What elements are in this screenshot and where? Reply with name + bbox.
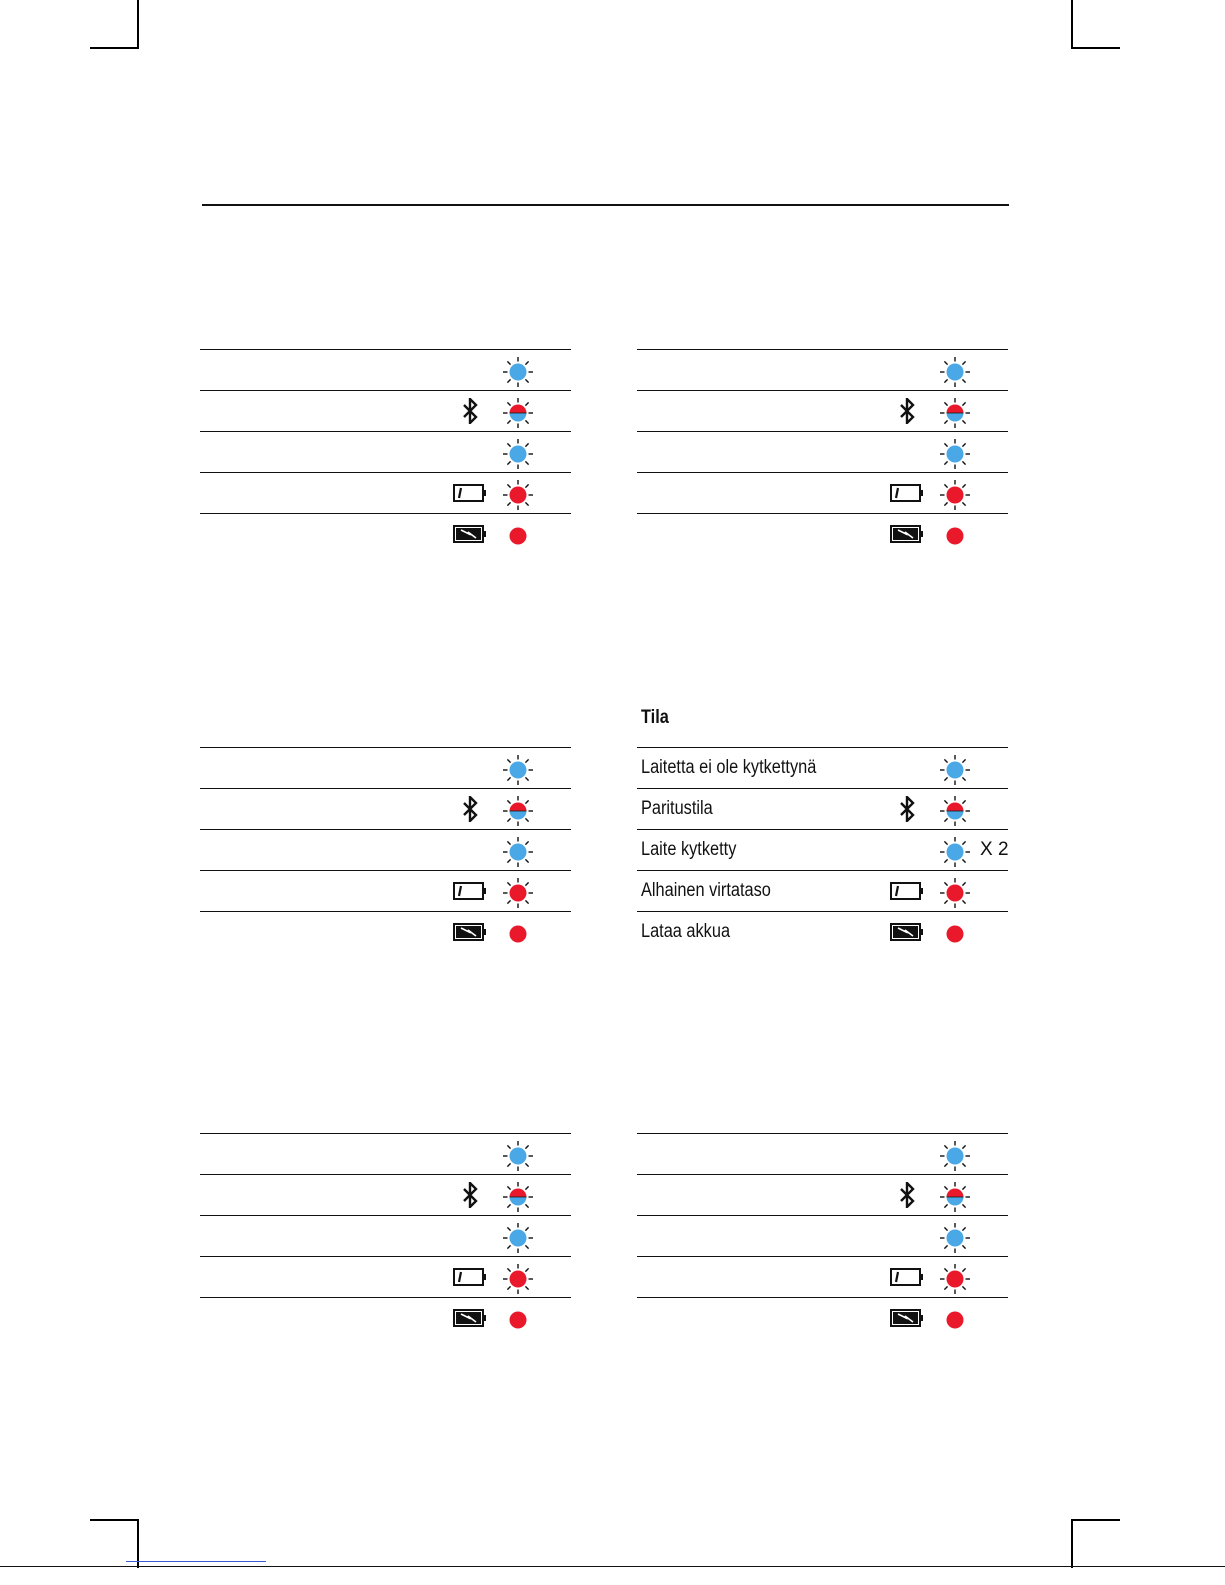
bluetooth-icon <box>889 1182 925 1208</box>
status-label: Laitetta ei ole kytkettynä <box>641 757 817 778</box>
status-row <box>200 1297 571 1338</box>
led-solid-red-icon <box>937 916 973 952</box>
bluetooth-icon <box>889 796 925 822</box>
bluetooth-icon <box>452 398 488 424</box>
led-blink-red-icon <box>937 477 973 513</box>
led-blink-red-blue-icon <box>500 793 536 829</box>
status-row <box>637 747 1008 788</box>
led-blink-blue-icon <box>500 834 536 870</box>
status-label: Laite kytketty <box>641 839 737 860</box>
battery-low-icon <box>452 1264 488 1290</box>
led-solid-red-icon <box>500 1302 536 1338</box>
battery-low-icon <box>452 480 488 506</box>
status-row <box>200 472 571 513</box>
bluetooth-icon <box>452 796 488 822</box>
status-row <box>637 349 1008 390</box>
led-solid-red-icon <box>500 518 536 554</box>
status-row <box>200 513 571 554</box>
battery-low-icon <box>452 878 488 904</box>
led-blink-blue-icon <box>500 436 536 472</box>
crop-mark-bottom-right <box>1071 1520 1073 1568</box>
led-blink-red-icon <box>500 1261 536 1297</box>
battery-charging-icon <box>452 919 488 945</box>
battery-charging-icon <box>452 521 488 547</box>
crop-mark-top-right <box>1071 47 1120 49</box>
status-table <box>637 1133 1008 1338</box>
led-blink-red-icon <box>500 875 536 911</box>
status-row <box>200 1133 571 1174</box>
led-blink-blue-icon <box>500 752 536 788</box>
status-row <box>637 1256 1008 1297</box>
status-row <box>637 513 1008 554</box>
status-row <box>200 390 571 431</box>
battery-low-icon <box>889 878 925 904</box>
status-label: Paritustila <box>641 798 713 819</box>
status-row <box>200 349 571 390</box>
battery-charging-icon <box>889 919 925 945</box>
led-blink-blue-icon <box>937 1220 973 1256</box>
status-table <box>200 349 571 554</box>
battery-charging-icon <box>889 1305 925 1331</box>
header-rule <box>202 204 1009 206</box>
status-table <box>637 707 1009 952</box>
status-table <box>637 349 1008 554</box>
crop-mark-top-left <box>137 0 139 48</box>
led-solid-red-icon <box>500 916 536 952</box>
status-row <box>200 829 571 870</box>
status-row <box>200 1256 571 1297</box>
led-blink-blue-icon <box>500 1220 536 1256</box>
crop-mark-top-left <box>90 47 139 49</box>
status-row <box>200 788 571 829</box>
status-row <box>637 1215 1008 1256</box>
status-table <box>200 1133 571 1338</box>
battery-charging-icon <box>889 521 925 547</box>
status-row <box>637 870 1008 911</box>
footer-rule <box>0 1566 1225 1567</box>
status-row <box>637 431 1008 472</box>
status-row <box>200 1174 571 1215</box>
status-row <box>637 1174 1008 1215</box>
led-blink-red-icon <box>937 1261 973 1297</box>
led-blink-red-blue-icon <box>500 1179 536 1215</box>
led-solid-red-icon <box>937 1302 973 1338</box>
led-blink-red-icon <box>500 477 536 513</box>
led-blink-blue-icon <box>500 354 536 390</box>
status-label: Alhainen virtataso <box>641 880 771 901</box>
crop-mark-bottom-right <box>1071 1519 1120 1521</box>
led-blink-blue-icon <box>937 354 973 390</box>
bluetooth-icon <box>889 398 925 424</box>
battery-low-icon <box>889 1264 925 1290</box>
status-row <box>200 747 571 788</box>
led-blink-blue-icon <box>937 752 973 788</box>
status-row <box>200 870 571 911</box>
status-row <box>637 829 1008 870</box>
led-blink-blue-icon <box>937 1138 973 1174</box>
led-blink-red-blue-icon <box>937 793 973 829</box>
led-blink-blue-icon <box>500 1138 536 1174</box>
status-row <box>200 431 571 472</box>
led-blink-red-icon <box>937 875 973 911</box>
status-row <box>637 472 1008 513</box>
status-row <box>200 1215 571 1256</box>
status-row <box>200 911 571 952</box>
led-solid-red-icon <box>937 518 973 554</box>
led-blink-red-blue-icon <box>937 395 973 431</box>
led-blink-blue-icon <box>937 436 973 472</box>
status-row <box>637 390 1008 431</box>
repeat-count: X 2 <box>980 839 1009 860</box>
led-blink-red-blue-icon <box>937 1179 973 1215</box>
status-table <box>200 747 571 952</box>
bluetooth-icon <box>452 1182 488 1208</box>
battery-charging-icon <box>452 1305 488 1331</box>
status-row <box>637 1297 1008 1338</box>
led-blink-blue-icon <box>937 834 973 870</box>
battery-low-icon <box>889 480 925 506</box>
status-label: Lataa akkua <box>641 921 731 942</box>
footer-link-underline <box>126 1561 266 1562</box>
crop-mark-top-right <box>1071 0 1073 48</box>
led-blink-red-blue-icon <box>500 395 536 431</box>
status-table-title: Tila <box>641 707 669 728</box>
crop-mark-bottom-left <box>90 1519 139 1521</box>
status-row <box>637 788 1008 829</box>
status-row <box>637 1133 1008 1174</box>
status-row <box>637 911 1008 952</box>
